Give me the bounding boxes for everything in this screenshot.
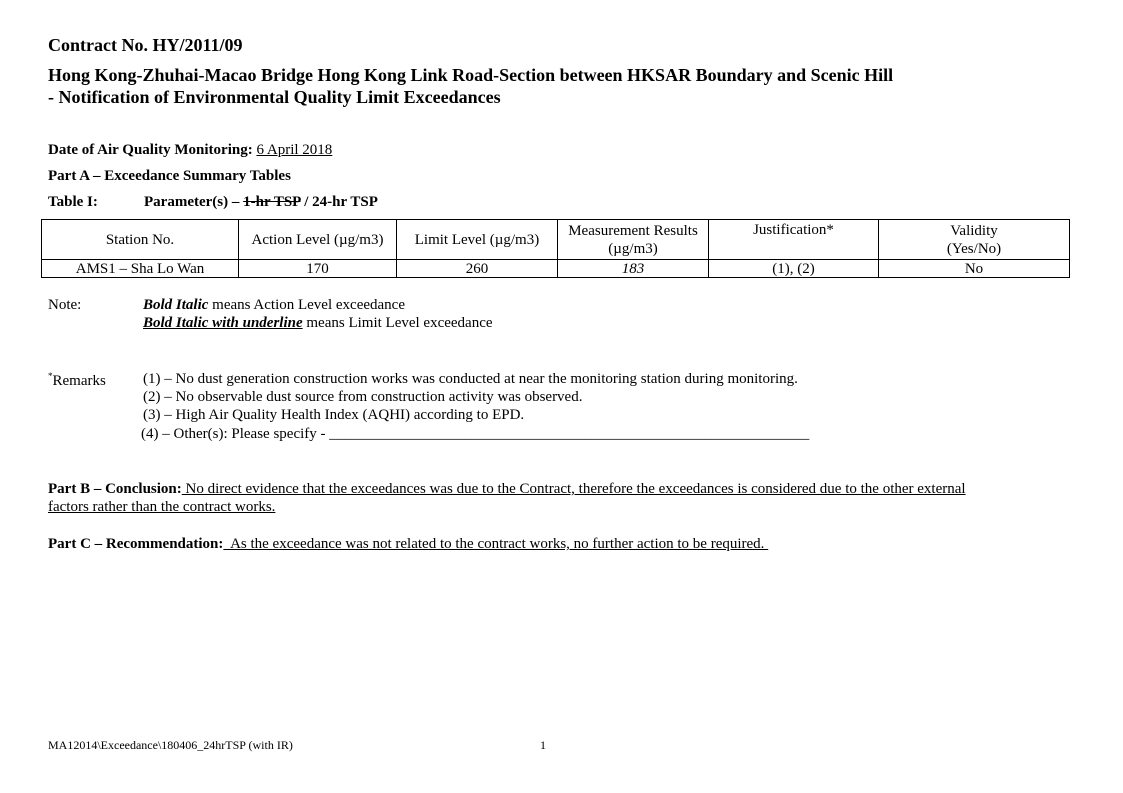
cell-action-level: 170 (239, 260, 397, 278)
part-b-label: Part B – Conclusion: (48, 481, 182, 497)
remark-item: (1) – No dust generation construction works was conducted at near the monitoring station during monitoring. (143, 371, 798, 387)
table-label: Table I: (48, 194, 98, 210)
header-limit-level: Limit Level (µg/m3) (397, 220, 558, 260)
exceedance-table (41, 219, 1070, 278)
remark-item: (3) – High Air Quality Health Index (AQHI) according to EPD. (143, 407, 525, 423)
note-label: Note: (48, 297, 82, 313)
remarks-marker: * (48, 371, 53, 381)
header-station: Station No. (42, 220, 239, 260)
header-validity-line1: Validity (950, 222, 998, 239)
header-measurement-line1: Measurement Results (568, 222, 698, 239)
part-a-heading: Part A – Exceedance Summary Tables (48, 168, 291, 184)
part-b-text: No direct evidence that the exceedances was due to the Contract, therefore the exceedances is considered due to the other external (181, 481, 966, 497)
remark-item: (4) – Other(s): Please specify - ________________________________________________________________ (141, 426, 810, 442)
part-b-line1 (48, 481, 966, 498)
remark-item: (2) – No observable dust source from construction activity was observed. (143, 389, 583, 405)
note-line2-emphasis: Bold Italic with underline (143, 315, 303, 331)
part-b-line2: factors rather than the contract works. (48, 499, 276, 515)
monitoring-date-label: Date of Air Quality Monitoring: (48, 142, 253, 158)
parameter-line (144, 194, 378, 211)
note-line2 (143, 315, 493, 332)
parameter-suffix: / 24-hr TSP (304, 194, 378, 210)
header-validity-line2: (Yes/No) (946, 240, 1002, 257)
note-line2-text: means Limit Level exceedance (306, 315, 493, 331)
part-c (48, 536, 768, 553)
part-c-text: As the exceedance was not related to the contract works, no further action to be required. (223, 536, 769, 552)
document-title-line2: - Notification of Environmental Quality Limit Exceedances (48, 87, 501, 107)
note-line1-emphasis: Bold Italic (143, 297, 209, 313)
header-measurement (558, 220, 709, 260)
remarks-label-text: Remarks (52, 373, 106, 389)
monitoring-date-value: 6 April 2018 (256, 142, 333, 158)
parameter-struck: 1-hr TSP (243, 194, 301, 210)
header-measurement-line2: (µg/m3) (608, 240, 658, 257)
document-title-line1: Hong Kong-Zhuhai-Macao Bridge Hong Kong Link Road-Section between HKSAR Boundary and Scenic Hill (48, 65, 894, 85)
table-row (42, 260, 1070, 278)
cell-measurement: 183 (558, 260, 709, 278)
header-validity (879, 220, 1070, 260)
header-action-level: Action Level (µg/m3) (239, 220, 397, 260)
part-c-label: Part C – Recommendation: (48, 536, 224, 552)
footer-file-path: MA12014\Exceedance\180406_24hrTSP (with IR) (48, 738, 293, 752)
header-justification: Justification* (709, 220, 879, 260)
note-line1 (143, 297, 405, 314)
contract-number: Contract No. HY/2011/09 (48, 35, 243, 55)
cell-station: AMS1 – Sha Lo Wan (42, 260, 239, 278)
cell-validity: No (879, 260, 1070, 278)
monitoring-date-row (48, 142, 332, 159)
page-number: 1 (540, 738, 546, 752)
cell-limit-level: 260 (397, 260, 558, 278)
table-header-row (42, 220, 1070, 260)
parameter-prefix: Parameter(s) – (144, 194, 240, 210)
note-line1-text: means Action Level exceedance (212, 297, 405, 313)
remarks-label (48, 371, 106, 390)
cell-justification: (1), (2) (709, 260, 879, 278)
